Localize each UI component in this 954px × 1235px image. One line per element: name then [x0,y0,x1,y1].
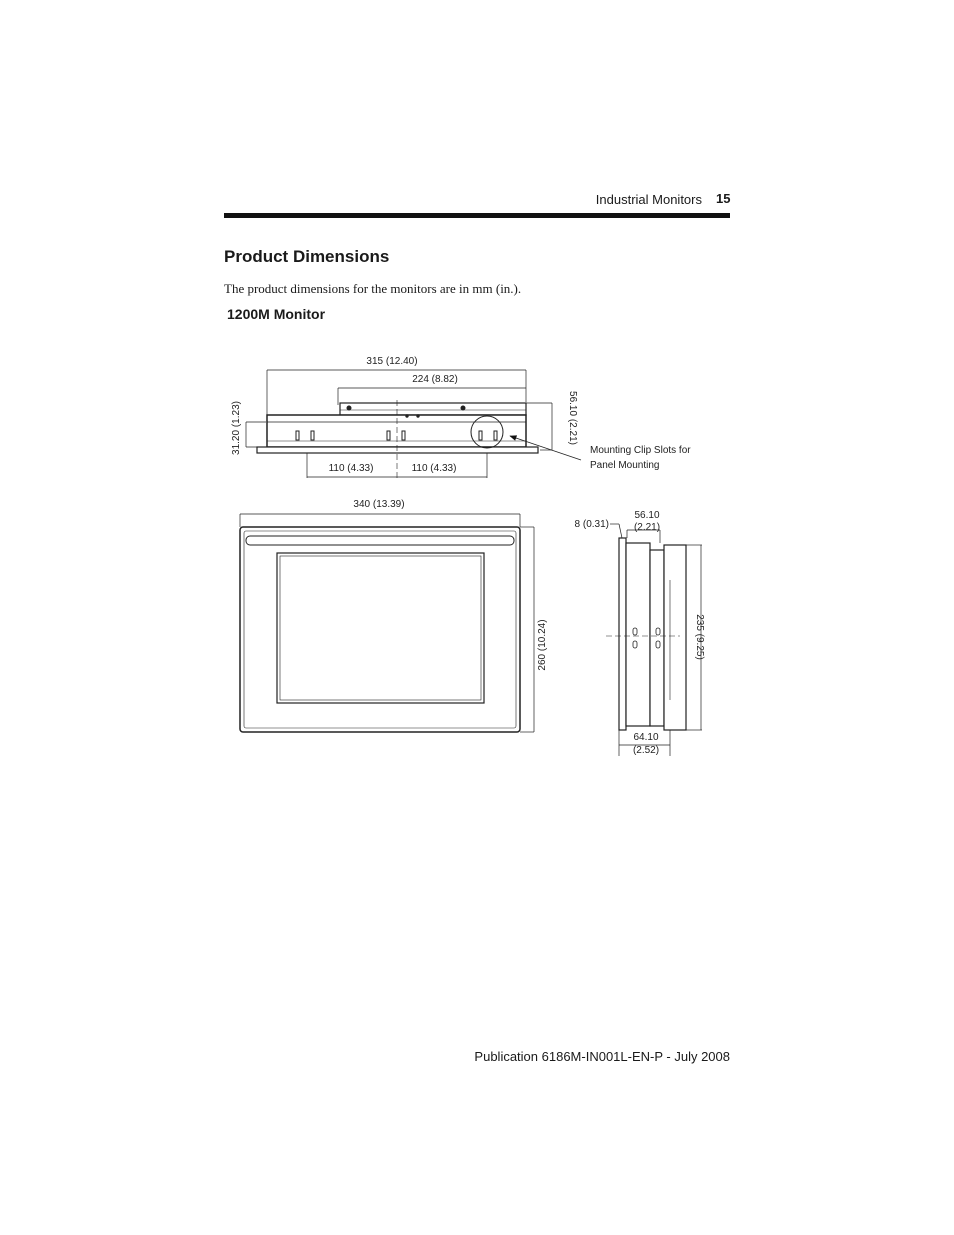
dim-label: 110 (4.33) [411,463,457,474]
figure-title: 1200M Monitor [227,306,326,322]
dim-label: 56.10 [634,510,660,521]
side-view [606,524,702,756]
callout-text: Panel Mounting [590,460,660,471]
front-view [240,514,534,732]
top-view [246,370,552,478]
dim-label: 56.10 (2.21) [567,391,578,445]
publication-footer: Publication 6186M-IN001L-EN-P - July 2008 [474,1049,730,1064]
callout-text: Mounting Clip Slots for [590,445,691,456]
running-header: Industrial Monitors [595,192,702,207]
dim-label: 260 (10.24) [537,619,548,671]
dim-label: 235 (9.25) [694,614,705,660]
dim-label: 340 (13.39) [353,499,405,510]
intro-paragraph: The product dimensions for the monitors are in mm (in.). [224,281,522,296]
dim-label: 110 (4.33) [328,463,374,474]
page-number: 15 [716,191,731,206]
section-title: Product Dimensions [224,247,390,266]
dim-label: 64.10 [633,732,659,743]
dim-label: 31.20 (1.23) [231,401,242,455]
dim-label: 315 (12.40) [366,356,418,367]
dim-label: (2.21) [633,522,661,533]
dim-label: 8 (0.31) [574,519,609,530]
dim-label: (2.52) [632,745,660,756]
dim-label: 224 (8.82) [412,374,458,385]
